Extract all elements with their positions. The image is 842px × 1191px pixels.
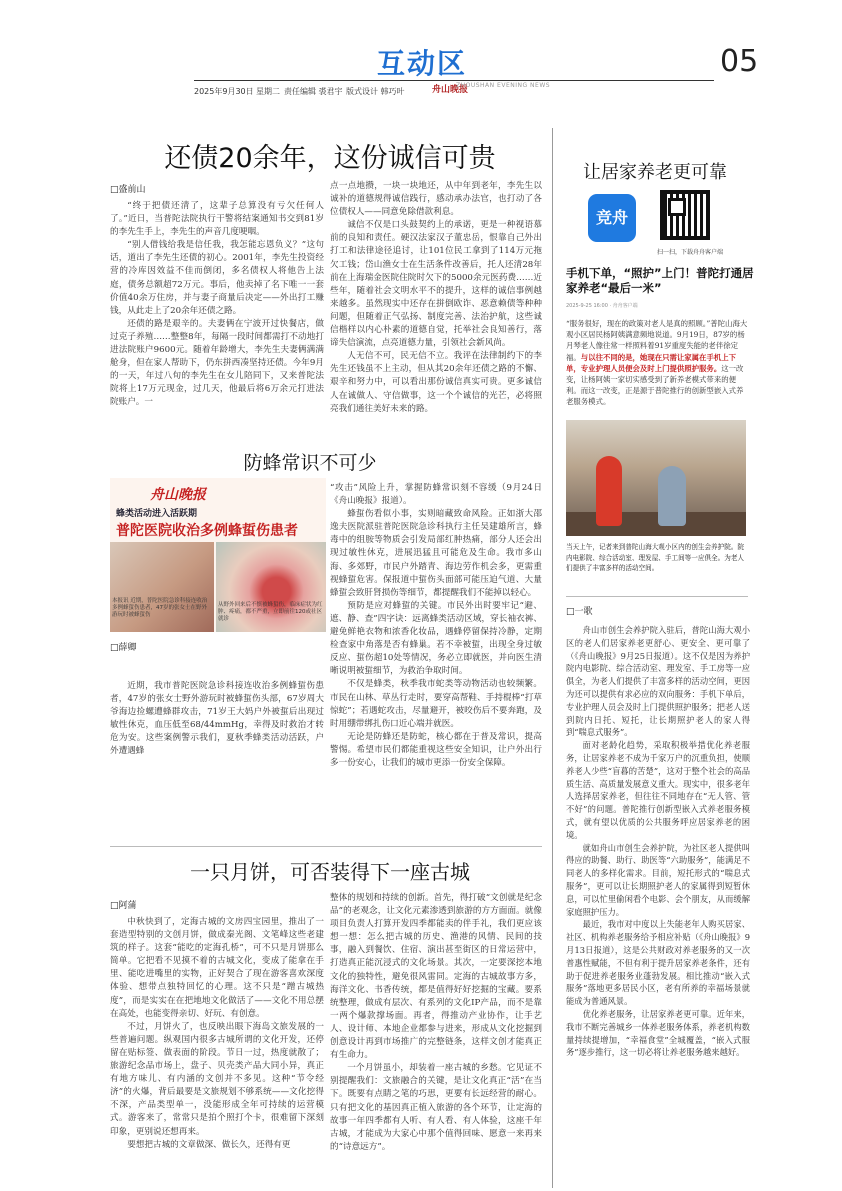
app-logo-icon: 竞舟 <box>588 194 636 242</box>
excerpt-lead: “服务很好，现在的政策对老人是真的照顾。”普陀山海大观小区居民杨阿姨满意频地说道。9月19日，87岁的杨月琴老人像往常一样照料着91岁重度失能的老伴徐定福。 <box>566 319 748 362</box>
clipping-caption-right: 从野外回来后不慎被蜂蜇伤，临床症状为红肿、疼痛，都不严重，立即前往120或社区就诊 <box>218 602 323 622</box>
paragraph: 近期，我市普陀医院急诊科接连收治多例蜂蜇伤患者，47岁的张女士野外游玩时被蜂蜇伤头部，67岁周大爷海边捡螺遭蜂群攻击，71岁王大妈户外被蜇后出现过敏性休克，血压低至68/44mmHg，幸得及时救治才转危为安。这些案例警示我们，夏秋季蜂类活动活跃，户外遭遇蜂 <box>110 681 324 757</box>
article4-headline: 让居家养老更可靠 <box>583 162 727 183</box>
qr-caption: 扫一扫，下载舟舟客户端 <box>656 249 723 256</box>
paragraph: 人无信不可，民无信不立。我评在法律制约下的李先生还钱虽不上主动，但从其20余年还债之路的不懈、艰辛和努力中，可以看出那份诚信真实可贵。更多诚信人在诚做人、守信做事，这一个个诚信的光芒，必将照亮我们通往美好未来的路。 <box>330 351 542 414</box>
article3-column-1 <box>110 916 324 1182</box>
excerpt-tail: 这一改变，让杨阿姨一家切实感受到了新养老模式带来的便利。而这一改变，正是源于普陀推行的创新型嵌入式养老服务模式。 <box>566 363 744 407</box>
paragraph: 整体的规划和持续的创新。首先，得打破“文创就是纪念品”的老观念，让文化元素渗透到旅游的方方面面。就像项目负责人打算开发四季都能卖的伴手礼，我们更应该想一想：怎么把古城的历史、渔港的风情、民间的技事，融入到餐饮、住宿、演出甚至街区的日常运营中，打造真正能沉浸式的文化场景。其次，一定要深挖本地文化的独特性，避免很风雷同。定海的古城故事方多，海洋文化、书香传统，都是值得好好挖掘的宝藏。要系统整理，做成有层次、有系列的文化IP产品，而不是靠一两个爆款撑场面。再者，得推动产业协作，让手艺人、设计师、本地企业都参与进来，形成从文化挖掘到创意设计再到市场推广的完整链条，这样文创才能真正有生命力。 <box>330 893 542 1061</box>
article4-byline: □一歌 <box>566 607 593 617</box>
paragraph: 面对老龄化趋势，采取积极举措优化养老服务，让居家养老不成为千家万户的沉重负担，使顺养老人少些“盲暮的苦楚”，这对于整个社会的高品质生活、高质量发展意义重大。现实中，很多老年人选择居家养老，但往往不同地存在“无人管、管不好”的问题。普陀推行创新型嵌入式养老服务模式，就有望以优质的公共服务呼应居家养老的困境。 <box>566 740 750 840</box>
issue-weekday: 星期二 <box>256 87 280 96</box>
paragraph: 优化养老服务，让居家养老更可靠。近年来，我市不断完善城乡一体养老服务体系，养老机构数量持续提增加，“幸福食堂”全城覆盖，“嵌入式服务”逐步推行，这一切必将让养老服务越来越好。 <box>566 1008 750 1058</box>
paragraph: “终于把债还清了，这辈子总算没有亏欠任何人了。”近日，当普陀法院执行干警将结案通知书交到81岁的李先生手上，李先生的声音几度哽咽。 <box>110 201 324 238</box>
article4-column <box>566 624 750 1184</box>
paper-logo: 舟山晚报 <box>432 85 469 95</box>
section-rule <box>110 846 542 847</box>
paragraph: 点一点地攒，一块一块地还，从中年到老年，李先生以诚补的道德规得诚信践行，感动承办法官，也打动了各位债权人——同意免除借款利息。 <box>330 181 542 218</box>
news-clipping-image <box>110 478 326 632</box>
paragraph: 预防是应对蜂蜇的关键。市民外出时要牢记“避、遮、静、查”四字诀：远离蜂类活动区域，穿长袖衣裤、避免鲜艳衣物和浓香化妆品，遇蜂停留保持冷静，定期检查家中角落是否有蜂巢。若不幸被蜇，出现全身过敏反应、蜇伤超10处等情况，务必立即就医，并向医生清晰说明被蜇细节，为救治争取时间。 <box>330 600 542 677</box>
paragraph: 中秋快到了，定海古城的文房四宝园里，推出了一套造型特别的文创月饼，做成秦光阁、文笔峰这些老建筑的样子。这套“能吃的定海孔桥”，可不只是月饼那么简单。它把看不见摸不着的古城文化，变成了能拿在手里、能吃进嘴里的实物，正好契合了现在游客喜欢深度体验、想带点独特回忆的心理。这不只是“蹭古城热度”，而是实实在在把地地文化做活了——文化不用总摆在高处，也能变得亲切、好玩、有创意。 <box>110 917 324 1019</box>
app-photo-caption: 当天上午，记者来到普陀山海大观小区内的创生会养护院。院内电影院、综合活动室、理发屋、手工间等一应俱全。为老人们提供了丰富多样的活动空间。 <box>566 543 745 572</box>
paragraph: 还债的路是艰辛的。夫妻俩在宁波开过快餐店，做过克子养殖……整整8年，每隔一段时间都需打不动地打进法院账户9600元。随着年龄增大，李先生夫妻俩满满舱身，但在家人帮助下，仍东拼西凑坚持还债。今年9月的一天，年过八旬的李先生在女儿陪同下，又来普陀法院将上17万元现金，过几天，他最后将6万余元打进法院账户。一 <box>110 318 324 408</box>
article2-headline: 防蜂常识不可少 <box>243 452 377 474</box>
app-article-title: 手机下单，“照护”上门！普陀打通居家养老“最后一米” <box>566 266 754 295</box>
clipping-caption-left: 本报讯 近期，普陀医院急诊科接连收治多例蜂蜇伤患者，47岁的张女士在野外游玩时被蜂蜇伤 <box>112 598 208 618</box>
paragraph: 要想把古城的文章做深、做长久，还得有更 <box>127 1139 291 1150</box>
paragraph: “别人借钱给我是信任我，我怎能忘恩负义？”这句话，道出了李先生还债的初心。2001年，李先生投资经营的冷库因效益不佳而倒闭，多名债权人将他告上法庭，债务总额超72万元。事后，他卖掉了名下唯一一套价值40余万住房，并与妻子商量后决定——外出打工赚钱，从此走上了20余年还债之路。 <box>110 240 324 316</box>
clipping-subtitle: 蜂类活动进入活跃期 <box>116 509 198 519</box>
issue-date: 2025年9月30日 <box>194 87 254 96</box>
paragraph: “攻击”风险上升，掌握防蜂常识刻不容缓（9月24日《舟山晚报》报道）。 <box>330 483 542 507</box>
clipping-headline: 普陀医院收治多例蜂蜇伤患者 <box>116 523 298 539</box>
card-rule <box>566 596 748 597</box>
paragraph: 蜂蜇伤看似小事，实则暗藏致命风险。正如浙大邵逸夫医院派驻普陀医院急诊科执行主任吴建雄所言，蜂毒中的组胺等物质会引发局部红肿热痛，部分人还会出现过敏性休克，进展迅猛且可能危及生命。我市多山海、多郊野，市民户外踏青、海边劳作机会多，更需重视蜂蜇危害。保报道中蜇伤头面部可能压迫气道、大量蜂蜇会致肝肾损伤等细节，都提醒我们不能掉以轻心。 <box>330 509 542 598</box>
article1-column-1 <box>110 200 324 442</box>
page-number: 05 <box>720 44 759 79</box>
article1-byline: □盛前山 <box>110 185 146 195</box>
qr-code-icon <box>660 190 710 240</box>
paragraph: 一个月饼虽小，却装着一座古城的乡愁。它见证不别提醒我们：文旅融合的关键，是让文化真正“活”在当下。既要有点睛之笔的巧思，更要有长远经营的耐心。只有把文化的基因真正植入旅游的各个环节，让定海的故事一年四季都有人听、有人看、有人体验，这座千年古城，才能成为大家心中那个值得回味、愿意一来再来的“诗意远方”。 <box>330 1063 542 1152</box>
article3-column-2 <box>330 892 542 1182</box>
responsible-editor: 责任编辑 裘君宇 <box>284 87 343 96</box>
paragraph: 不仅是蜂类，秋季我市蛇类等动物活动也较频繁。市民在山林、草丛行走时，要穿高帮鞋、手持棍棒“打草惊蛇”；若遇蛇攻击，尽量避开，被咬伤后不要奔跑，及时用绷带绑扎伤口近心端并就医。 <box>330 679 542 729</box>
layout-designer: 版式设计 韩巧叶 <box>346 87 405 96</box>
excerpt-highlight: 与以往不同的是，她现在只需让家属在手机上下单，专业护理人员便会及时上门提供照护服务。 <box>566 352 737 373</box>
paragraph: 无论是防蜂还是防蛇，核心都在于普及常识，提高警惕。希望市民们都能重视这些安全知识，让户外出行多一份安心，让我们的城市更添一份安全保障。 <box>330 731 542 768</box>
clipping-paper-logo: 舟山晚报 <box>150 487 206 503</box>
article3-headline: 一只月饼，可否装得下一座古城 <box>190 860 470 884</box>
paper-english-name: ZHOUSHAN EVENING NEWS <box>456 82 551 89</box>
paragraph: 不过，月饼火了，也反映出眼下海岛文旅发展的一些普遍问题。纵观国内很多古城所谓的文化开发，还停留在贴标签、做表面的阶段。节日一过，热度就散了；旅游纪念品市场上，盘子、贝壳类产品大同小异，真正有地方味儿、有内涵的文创并不多见。这种“节令经济”的火爆，背后最要是文旅规划不够系统——文化挖得不深，产品类型单一，没能形成全年可持续的运营模式。游客来了，常常只是拍个照打个卡，很难留下深刻印象，更别说还想再来。 <box>110 1021 324 1137</box>
paragraph: 最近，我市对中度以上失能老年人购买居家、社区、机构养老服务给予相应补贴（《舟山晚报》9月13日报道），这是公共财政对养老服务的又一次普惠性赋能，不但有利于提升居家养老条件，还有助于促进养老服务业蓬勃发展。相比推动“嵌入式服务”落地更多居民小区，老有所养的幸福场景就能成为普通风景。 <box>566 919 750 1007</box>
article2-column-2 <box>330 482 542 840</box>
app-article-meta: 2025-9-25 16:00 · 舟舟客户端 <box>566 303 638 309</box>
photo-elder <box>658 466 686 526</box>
article2-column-1 <box>110 680 324 840</box>
article1-headline: 还债20余年，这份诚信可贵 <box>164 143 496 174</box>
article3-byline: □阿蒲 <box>110 901 137 911</box>
section-title: 互动区 <box>376 47 467 80</box>
app-article-excerpt <box>566 318 748 408</box>
paragraph: 舟山市创生会养护院入驻后，普陀山海大观小区的老人们居家养老更舒心、更安全、更可靠了（《舟山晚报》9月25日报道）。这不仅是因为养护院内电影院、综合活动室、理发室、手工房等一应俱全，为老人们提供了丰富多样的活动空间，更因为还可以提供有求必应的双向服务：手机下单后，专业护理人员会及时上门提供照护服务；把老人送到院内日托、短托，让长期照护老人的家人得到“喘息式服务”。 <box>566 625 750 738</box>
photo-caregiver <box>596 456 622 526</box>
masthead-rule <box>194 80 714 81</box>
app-article-photo <box>566 420 746 536</box>
column-divider <box>552 128 553 1188</box>
article1-column-2 <box>330 180 542 442</box>
article2-byline: □薛卿 <box>110 643 137 653</box>
paragraph: 诚信不仅是口头鼓契约上的承诺，更是一种视语慕前的良知和责任。硬汉法家汉子董忠岳，恨靠自己外出打工和法律途径追讨，让101位民工拿到了114万元拖欠工钱；岱山渔女士在生活条件改善后，托人还清28年前在上海瑞金医院住院时欠下的5000余元医药费……近些年，随着社会文明水平不的提升，这样的诚信事例越来越多。虽然现实中还存在拼倒欧诈、恶意赖债等种种问题，但随着正气弘扬、制度完善、法治护航，这些诚信楷样以内心朴素的道德自觉，托举社会良知善行，落谛失信演流，点亮道德力量，引领社会新风尚。 <box>330 220 542 349</box>
photo-sofa <box>566 512 746 536</box>
paragraph: 就如舟山市创生会养护院，为社区老人提供叫得应的助餐、助行、助医等“六助服务”，能满足不同老人的多样化需求。目前，短托形式的“喘息式服务”，更可以让长期照护老人的家属得到短暂休息，可以忙里偷闲看个电影、会个朋友，从而缓解家庭照护压力。 <box>566 842 750 917</box>
